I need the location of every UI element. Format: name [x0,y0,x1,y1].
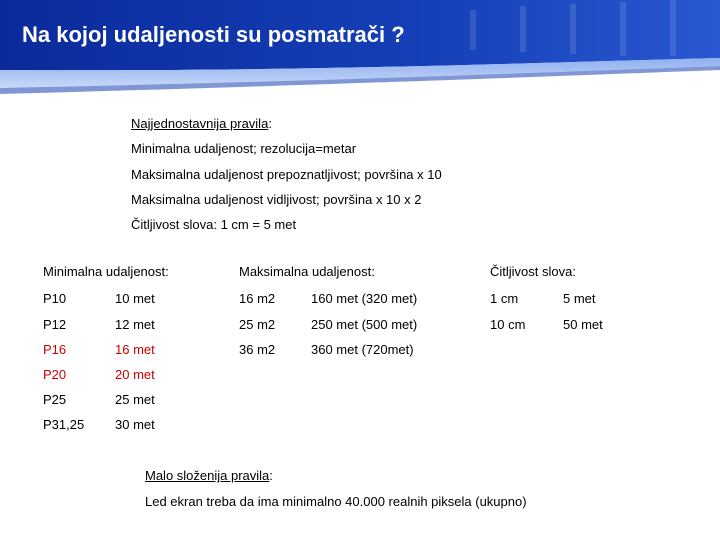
header-legibility: Čitljivost slova: [490,264,576,279]
max-distance-value: 250 met (500 met) [311,317,418,332]
max-distance-value: 360 met (720met) [311,342,414,357]
pitch-value: P25 [43,392,67,407]
rule-line: Čitljivost slova: 1 cm = 5 met [131,217,297,232]
slide-header [0,0,720,96]
area-value: 36 m2 [239,342,276,357]
pitch-value: P20 [43,367,67,382]
pitch-value: P31,25 [43,417,85,432]
header-min-distance: Minimalna udaljenost: [43,264,169,279]
min-distance-value: 12 met [115,317,155,332]
letter-size-value: 1 cm [490,291,519,306]
complex-rules-heading-colon: : [269,468,273,483]
header-banner [0,0,720,96]
pitch-value: P12 [43,317,67,332]
complex-rule-line: Led ekran treba da ima minimalno 40.000 realnih piksela (ukupno) [145,494,527,509]
min-distance-value: 30 met [115,417,155,432]
pitch-value: P10 [43,291,67,306]
letter-size-value: 10 cm [490,317,526,332]
letter-distance-value: 50 met [563,317,603,332]
header-max-distance: Maksimalna udaljenost: [239,264,375,279]
min-distance-value: 20 met [115,367,155,382]
simple-rules-heading [131,116,272,132]
pitch-value: P16 [43,342,67,357]
rule-line: Maksimalna udaljenost vidljivost; površina x 10 x 2 [131,192,422,207]
area-value: 25 m2 [239,317,276,332]
min-distance-value: 16 met [115,342,155,357]
letter-distance-value: 5 met [563,291,596,306]
complex-rules-heading [145,468,273,484]
max-distance-value: 160 met (320 met) [311,291,418,306]
area-value: 16 m2 [239,291,276,306]
min-distance-value: 25 met [115,392,155,407]
rule-line: Minimalna udaljenost; rezolucija=metar [131,141,357,156]
simple-rules-heading-colon: : [268,116,272,131]
rule-line: Maksimalna udaljenost prepoznatljivost; površina x 10 [131,167,442,182]
simple-rules-heading-text: Najjednostavnija pravila [131,116,269,131]
complex-rules-heading-text: Malo složenija pravila [145,468,270,483]
min-distance-value: 10 met [115,291,155,306]
slide-title: Na kojoj udaljenosti su posmatrači ? [22,22,405,47]
